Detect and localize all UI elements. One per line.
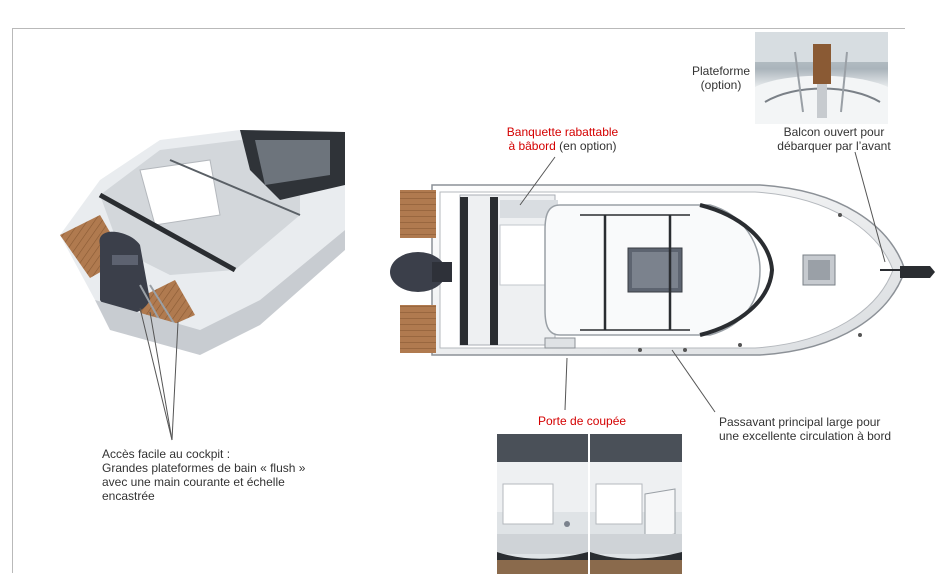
porte-coupee-label: Porte de coupée <box>538 414 627 428</box>
plateforme-label-line1: Plateforme <box>691 64 751 78</box>
passavant-label-line1: Passavant principal large pour <box>719 415 881 429</box>
swim-platform-port <box>400 190 436 238</box>
boat-top-view <box>390 185 935 355</box>
acces-label-line3: avec une main courante et échelle <box>102 475 285 489</box>
plateforme-photo <box>755 32 888 124</box>
acces-label-line1: Accès facile au cockpit : <box>102 447 231 461</box>
banquette-label-line1: Banquette rabattable <box>506 125 619 139</box>
cockpit-perspective-illustration <box>60 130 345 355</box>
passavant-label <box>719 415 891 443</box>
porte-coupee-photo-open <box>590 434 682 574</box>
acces-label-line4: encastrée <box>102 489 155 503</box>
balcon-label-line2: débarquer par l’avant <box>777 139 891 153</box>
banquette-label-line2 <box>495 139 630 153</box>
acces-cockpit-label <box>102 447 305 503</box>
plateforme-label-line2: (option) <box>700 78 742 92</box>
bow-anchor <box>900 266 935 278</box>
swim-platform-starboard <box>400 305 436 353</box>
balcon-label <box>770 125 898 153</box>
acces-label-line2: Grandes plateformes de bain « flush » <box>102 461 306 475</box>
banquette-label <box>495 125 630 153</box>
plateforme-label <box>686 64 756 92</box>
porte-coupee-photo-closed <box>497 434 588 574</box>
balcon-label-line1: Balcon ouvert pour <box>783 125 885 139</box>
passavant-label-line2: une excellente circulation à bord <box>719 429 892 443</box>
banquette-label-option: (en option) <box>555 139 617 153</box>
banquette-label-bord: à bâbord <box>508 139 556 153</box>
